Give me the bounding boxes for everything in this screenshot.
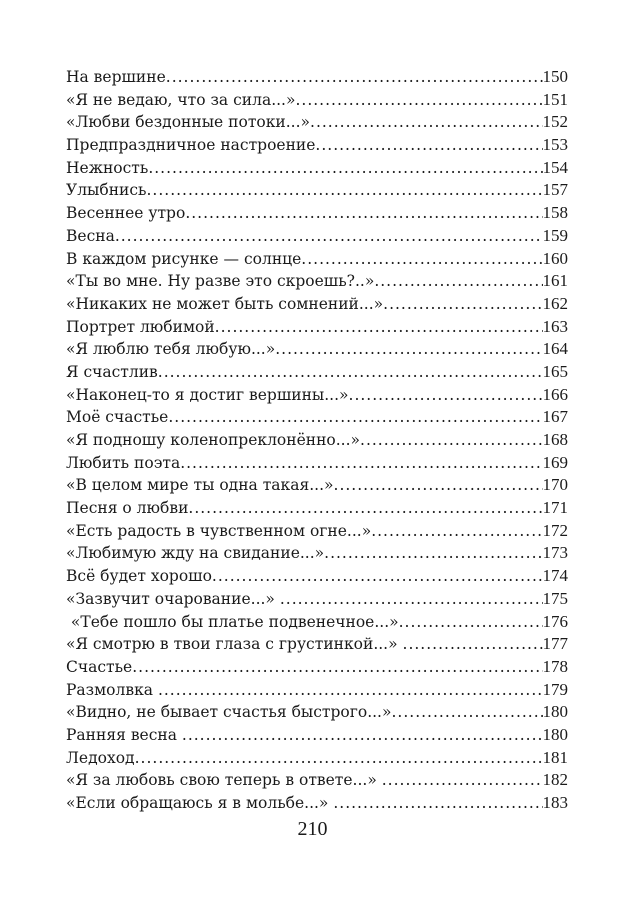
toc-entry (66, 179, 568, 202)
entry-page: 172 (542, 520, 568, 540)
entry-title: Нежность (66, 158, 149, 177)
entry-page: 176 (542, 611, 568, 631)
dot-leader (310, 111, 542, 134)
entry-title: «Любимую жду на свидание...» (66, 544, 325, 563)
toc-entry (66, 633, 568, 656)
entry-title: Всё будет хорошо (66, 567, 212, 586)
toc-entry (66, 679, 568, 702)
entry-page: 161 (542, 271, 568, 291)
toc-entry (66, 497, 568, 520)
toc-entry (66, 225, 568, 248)
entry-page: 162 (542, 293, 568, 313)
entry-title: В каждом рисунке — солнце (66, 249, 302, 268)
dot-leader (391, 701, 542, 724)
dot-leader (212, 565, 543, 588)
toc-entry (66, 406, 568, 429)
entry-page: 183 (542, 793, 568, 812)
entry-title: Весна (66, 226, 115, 245)
entry-page: 165 (542, 361, 568, 381)
entry-page: 169 (542, 452, 568, 472)
table-of-contents (66, 66, 568, 815)
entry-title: Моё счастье (66, 408, 169, 427)
dot-leader (371, 520, 542, 543)
entry-title: «Есть радость в чувственном огне...» (66, 521, 372, 540)
toc-entry (66, 565, 568, 588)
entry-page: 154 (542, 157, 568, 177)
dot-leader (132, 656, 542, 679)
entry-title: «Тебе пошло бы платье подвенечное...» (66, 612, 399, 631)
toc-entry (66, 384, 568, 407)
dot-leader (158, 679, 543, 702)
entry-page: 157 (542, 180, 568, 200)
toc-entry (66, 701, 568, 724)
entry-page: 178 (542, 656, 568, 676)
entry-page: 153 (542, 135, 568, 155)
entry-page: 151 (542, 89, 568, 109)
entry-title: «В целом мире ты одна такая...» (66, 476, 334, 495)
toc-entry (66, 452, 568, 475)
entry-page: 152 (542, 112, 568, 132)
entry-page: 166 (542, 384, 568, 404)
dot-leader (135, 747, 543, 770)
entry-page: 170 (542, 475, 568, 495)
entry-title: «Я смотрю в твои глаза с грустинкой...» (66, 635, 403, 654)
entry-page: 160 (542, 248, 568, 268)
entry-page: 167 (542, 407, 568, 427)
entry-title: «Если обращаюсь я в мольбе...» (66, 794, 334, 812)
toc-entry (66, 89, 568, 112)
toc-entry (66, 157, 568, 180)
dot-leader (295, 89, 542, 112)
entry-page: 171 (542, 498, 568, 518)
dot-leader (148, 157, 542, 180)
toc-entry (66, 66, 568, 89)
toc-entry (66, 656, 568, 679)
entry-title: «Ты во мне. Ну разве это скроешь?..» (66, 272, 375, 291)
dot-leader (188, 497, 542, 520)
toc-entry (66, 588, 568, 611)
entry-title: Ледоход (66, 748, 135, 767)
toc-entry (66, 248, 568, 271)
toc-entry (66, 724, 568, 747)
entry-title: Предпраздничное настроение (66, 136, 316, 155)
dot-leader (301, 248, 542, 271)
dot-leader (166, 66, 543, 89)
toc-entry (66, 111, 568, 134)
toc-entry (66, 520, 568, 543)
dot-leader (275, 338, 542, 361)
entry-title: «Я люблю тебя любую...» (66, 340, 276, 359)
dot-leader (180, 452, 542, 475)
entry-title: «Видно, не бывает счастья быстрого...» (66, 703, 392, 722)
dot-leader (185, 202, 542, 225)
dot-leader (147, 179, 543, 202)
entry-page: 174 (542, 566, 568, 586)
entry-page: 158 (542, 203, 568, 223)
toc-entry (66, 747, 568, 770)
toc-entry (66, 361, 568, 384)
entry-page: 180 (542, 724, 568, 744)
entry-page: 164 (542, 339, 568, 359)
entry-title: «Я не ведаю, что за сила...» (66, 90, 296, 109)
dot-leader (399, 611, 543, 634)
toc-entry (66, 202, 568, 225)
toc-entry (66, 270, 568, 293)
entry-title: «Никаких не может быть сомнений...» (66, 294, 384, 313)
entry-page: 181 (542, 747, 568, 767)
entry-page: 163 (542, 316, 568, 336)
dot-leader (158, 361, 543, 384)
dot-leader (383, 293, 542, 316)
entry-title: Любить поэта (66, 453, 181, 472)
entry-title: «Я за любовь свою теперь в ответе...» (66, 771, 382, 790)
entry-page: 179 (542, 679, 568, 699)
toc-entry (66, 792, 568, 815)
dot-leader (333, 792, 542, 815)
entry-title: Ранняя весна (66, 725, 182, 744)
dot-leader (182, 724, 543, 747)
dot-leader (349, 384, 543, 407)
dot-leader (324, 542, 542, 565)
entry-title: Весеннее утро (66, 204, 186, 223)
dot-leader (382, 769, 543, 792)
toc-entry (66, 338, 568, 361)
entry-page: 182 (542, 770, 568, 790)
page-number: 210 (297, 818, 328, 840)
entry-page: 175 (542, 588, 568, 608)
entry-page: 150 (542, 67, 568, 86)
entry-page: 180 (542, 702, 568, 722)
dot-leader (403, 633, 543, 656)
entry-title: «Любви бездонные потоки...» (66, 113, 311, 132)
dot-leader (280, 588, 543, 611)
entry-title: Счастье (66, 657, 133, 676)
toc-entry (66, 293, 568, 316)
entry-page: 159 (542, 225, 568, 245)
toc-entry (66, 542, 568, 565)
toc-entry (66, 611, 568, 634)
entry-page: 177 (542, 634, 568, 654)
toc-entry (66, 474, 568, 497)
entry-title: На вершине (66, 68, 166, 86)
dot-leader (374, 270, 542, 293)
entry-title: Улыбнись (66, 181, 147, 200)
entry-page: 168 (542, 430, 568, 449)
dot-leader (168, 406, 542, 429)
dot-leader (334, 474, 543, 497)
dot-leader (215, 316, 543, 339)
toc-entry (66, 316, 568, 339)
entry-title: Песня о любви (66, 499, 189, 518)
entry-title: Я счастлив (66, 362, 158, 381)
dot-leader (115, 225, 543, 248)
entry-title: Портрет любимой (66, 317, 215, 336)
toc-entry (66, 769, 568, 792)
entry-title: «Я подношу коленопреклонённо...» (66, 431, 361, 449)
entry-page: 173 (542, 543, 568, 563)
entry-title: Размолвка (66, 680, 158, 699)
toc-entry (66, 429, 568, 452)
toc-entry (66, 134, 568, 157)
dot-leader (360, 429, 542, 452)
dot-leader (315, 134, 542, 157)
entry-title: «Зазвучит очарование...» (66, 589, 280, 608)
entry-title: «Наконец-то я достиг вершины...» (66, 385, 349, 404)
